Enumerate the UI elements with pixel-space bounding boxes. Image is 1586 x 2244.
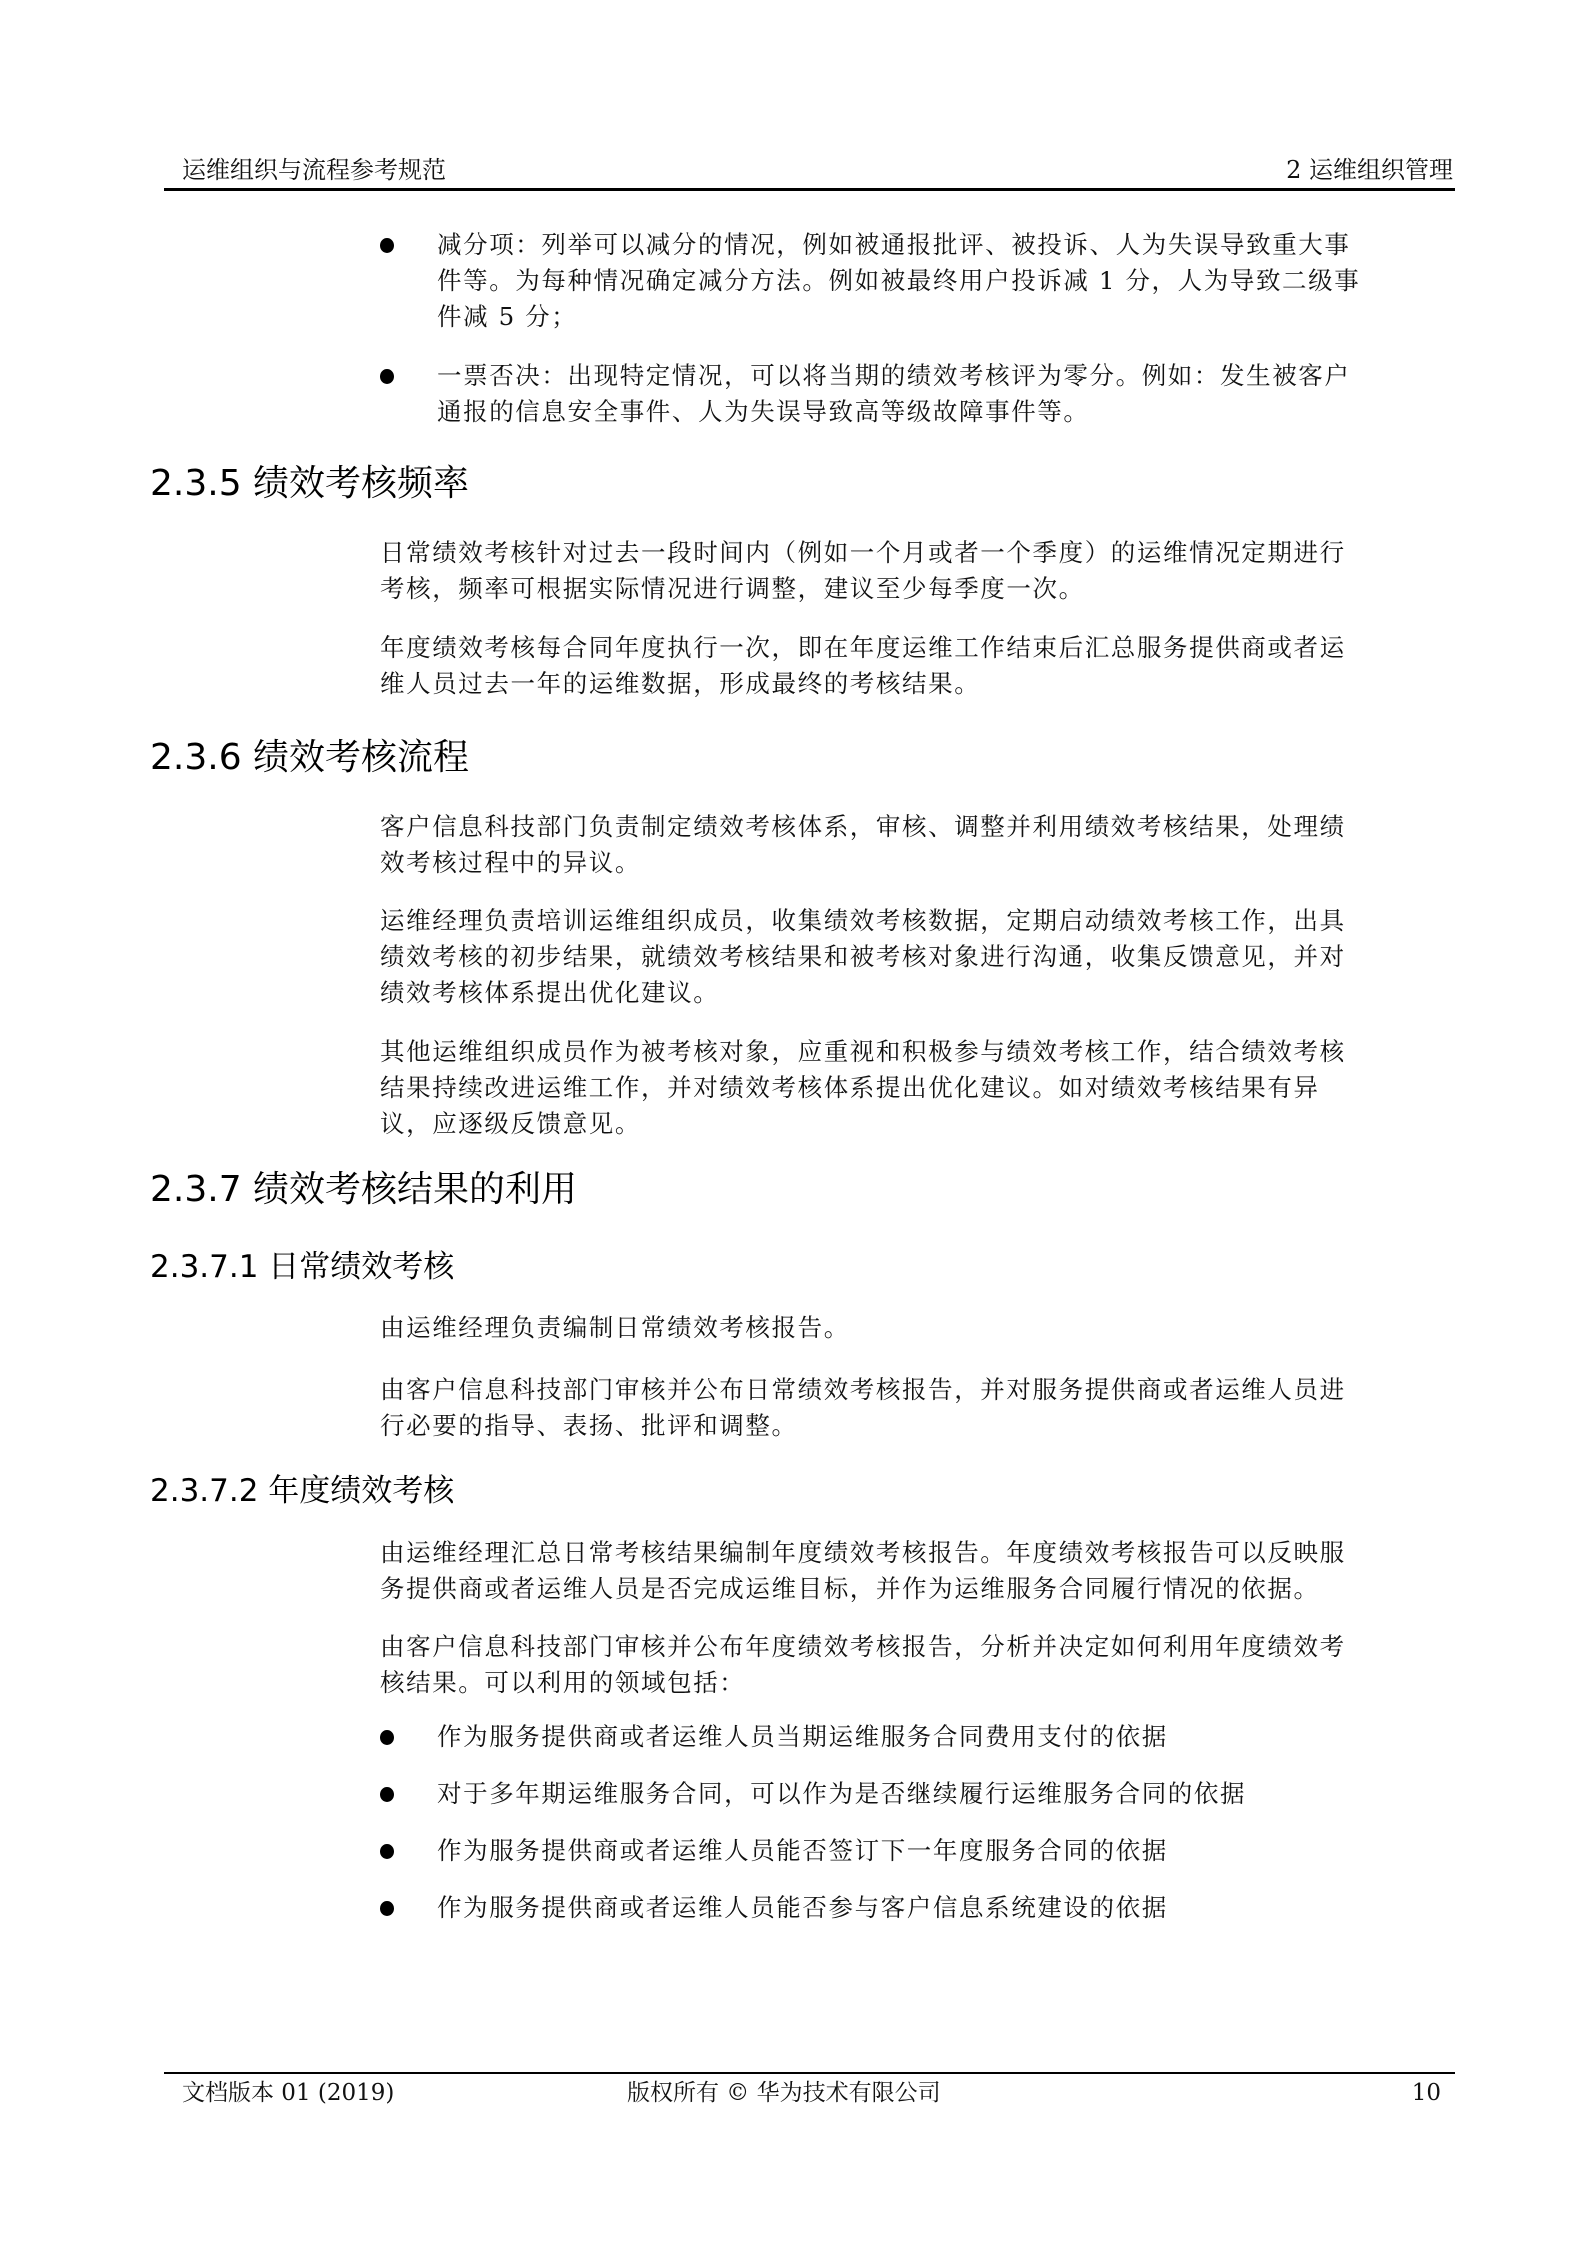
paragraph-line: 由客户信息科技部门审核并公布日常绩效考核报告，并对服务提供商或者运维人员进 bbox=[380, 1375, 1346, 1404]
paragraph-line: 效考核过程中的异议。 bbox=[380, 848, 641, 877]
paragraph-line: 绩效考核的初步结果，就绩效考核结果和被考核对象进行沟通，收集反馈意见，并对 bbox=[380, 942, 1346, 971]
subsection-heading-2-3-7-1: 2.3.7.1 日常绩效考核 bbox=[150, 1249, 455, 1285]
list-item-line: 件等。为每种情况确定减分方法。例如被最终用户投诉减 1 分，人为导致二级事 bbox=[437, 266, 1361, 295]
paragraph-line: 维人员过去一年的运维数据，形成最终的考核结果。 bbox=[380, 669, 981, 698]
paragraph-line: 客户信息科技部门负责制定绩效考核体系，审核、调整并利用绩效考核结果，处理绩 bbox=[380, 812, 1346, 841]
list-item-line: 件减 5 分； bbox=[437, 302, 578, 331]
list-item-line: 一票否决：出现特定情况，可以将当期的绩效考核评为零分。例如：发生被客户 bbox=[437, 361, 1351, 390]
paragraph-line: 行必要的指导、表扬、批评和调整。 bbox=[380, 1411, 798, 1440]
footer-page-number: 10 bbox=[1411, 2080, 1441, 2106]
paragraph-line: 年度绩效考核每合同年度执行一次，即在年度运维工作结束后汇总服务提供商或者运 bbox=[380, 633, 1346, 662]
list-item: 作为服务提供商或者运维人员能否参与客户信息系统建设的依据 bbox=[437, 1893, 1168, 1922]
header-doc-title: 运维组织与流程参考规范 bbox=[182, 156, 446, 184]
list-item: 对于多年期运维服务合同，可以作为是否继续履行运维服务合同的依据 bbox=[437, 1779, 1247, 1808]
footer-copyright: 版权所有 © 华为技术有限公司 bbox=[627, 2080, 941, 2106]
paragraph-line: 运维经理负责培训运维组织成员，收集绩效考核数据，定期启动绩效考核工作，出具 bbox=[380, 906, 1346, 935]
paragraph-line: 结果持续改进运维工作，并对绩效考核体系提出优化建议。如对绩效考核结果有异 bbox=[380, 1073, 1320, 1102]
paragraph-line: 务提供商或者运维人员是否完成运维目标，并作为运维服务合同履行情况的依据。 bbox=[380, 1574, 1320, 1603]
section-heading-2-3-7: 2.3.7 绩效考核结果的利用 bbox=[150, 1169, 578, 1210]
list-item-line: 减分项：列举可以减分的情况，例如被通报批评、被投诉、人为失误导致重大事 bbox=[437, 230, 1351, 259]
section-heading-2-3-5: 2.3.5 绩效考核频率 bbox=[150, 463, 470, 504]
subsection-heading-2-3-7-2: 2.3.7.2 年度绩效考核 bbox=[150, 1473, 455, 1509]
bullet-dot-icon bbox=[380, 369, 394, 384]
bullet-dot-icon bbox=[380, 1901, 394, 1916]
header-rule bbox=[164, 188, 1455, 191]
header-chapter: 2 运维组织管理 bbox=[1286, 156, 1453, 184]
paragraph-line: 日常绩效考核针对过去一段时间内（例如一个月或者一个季度）的运维情况定期进行 bbox=[380, 538, 1346, 567]
bullet-dot-icon bbox=[380, 1844, 394, 1859]
paragraph-line: 考核，频率可根据实际情况进行调整，建议至少每季度一次。 bbox=[380, 574, 1085, 603]
paragraph-line: 由运维经理汇总日常考核结果编制年度绩效考核报告。年度绩效考核报告可以反映服 bbox=[380, 1538, 1346, 1567]
list-item: 作为服务提供商或者运维人员能否签订下一年度服务合同的依据 bbox=[437, 1836, 1168, 1865]
paragraph-line: 由运维经理负责编制日常绩效考核报告。 bbox=[380, 1313, 850, 1342]
bullet-dot-icon bbox=[380, 1787, 394, 1802]
section-heading-2-3-6: 2.3.6 绩效考核流程 bbox=[150, 737, 470, 778]
paragraph-line: 核结果。可以利用的领域包括： bbox=[380, 1668, 746, 1697]
paragraph-line: 其他运维组织成员作为被考核对象，应重视和积极参与绩效考核工作，结合绩效考核 bbox=[380, 1037, 1346, 1066]
list-item-line: 通报的信息安全事件、人为失误导致高等级故障事件等。 bbox=[437, 397, 1090, 426]
footer-version: 文档版本 01 (2019) bbox=[182, 2080, 395, 2106]
bullet-dot-icon bbox=[380, 238, 394, 253]
paragraph-line: 由客户信息科技部门审核并公布年度绩效考核报告，分析并决定如何利用年度绩效考 bbox=[380, 1632, 1346, 1661]
bullet-dot-icon bbox=[380, 1730, 394, 1745]
paragraph-line: 议，应逐级反馈意见。 bbox=[380, 1109, 641, 1138]
paragraph-line: 绩效考核体系提出优化建议。 bbox=[380, 978, 720, 1007]
footer-rule bbox=[164, 2072, 1455, 2074]
list-item: 作为服务提供商或者运维人员当期运维服务合同费用支付的依据 bbox=[437, 1722, 1168, 1751]
